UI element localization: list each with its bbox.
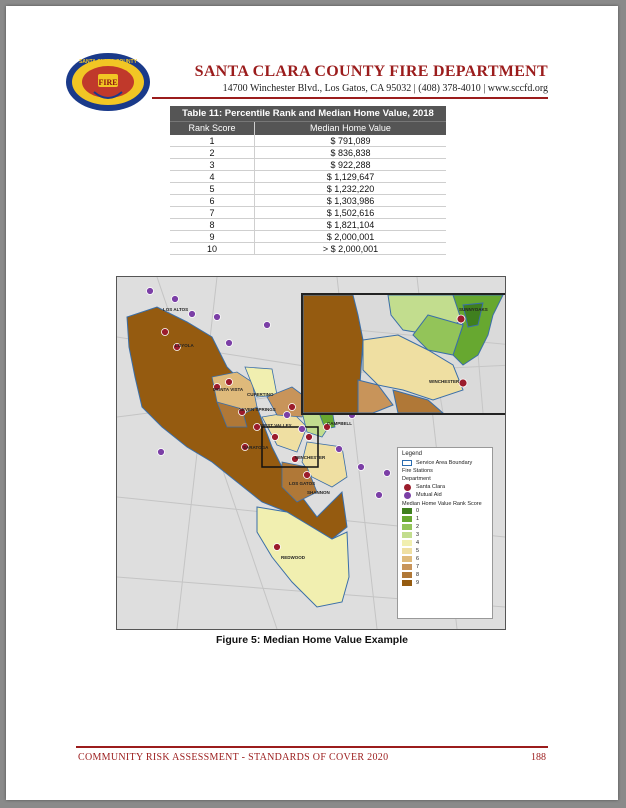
value-cell: $ 1,129,647	[255, 171, 447, 183]
value-cell: $ 922,288	[255, 159, 447, 171]
map-legend	[397, 447, 493, 619]
rank-label: 5	[416, 548, 420, 554]
boundary-swatch	[402, 460, 412, 466]
label-winchester: WINCHESTER	[295, 455, 326, 460]
table-row	[170, 147, 446, 159]
inset-map	[301, 293, 506, 415]
document-page	[6, 6, 618, 800]
inset-label-winchester: WINCHESTER	[429, 379, 460, 384]
rank-cell: 5	[170, 183, 255, 195]
rank-swatch	[402, 548, 412, 554]
label-campbell: CAMPBELL	[327, 421, 352, 426]
legend-rank-title: Median Home Value Rank Score	[402, 501, 482, 507]
median-home-value-map	[116, 276, 506, 630]
legend-rank-row	[402, 547, 488, 555]
column-header-median-home-value: Median Home Value	[255, 122, 447, 136]
rank-cell: 7	[170, 207, 255, 219]
legend-rank-row	[402, 571, 488, 579]
label-monta-vista: MONTA VISTA	[213, 387, 244, 392]
rank-cell: 8	[170, 219, 255, 231]
header-divider	[152, 97, 548, 99]
legend-rank-row	[402, 515, 488, 523]
fire-department-logo	[64, 52, 152, 112]
rank-label: 7	[416, 564, 420, 570]
rank-swatch	[402, 532, 412, 538]
rank-cell: 10	[170, 243, 255, 255]
legend-rank-row	[402, 507, 488, 515]
rank-cell: 6	[170, 195, 255, 207]
rank-label: 0	[416, 508, 420, 514]
rank-label: 2	[416, 524, 420, 530]
rank-label: 9	[416, 580, 420, 586]
footer-divider	[76, 746, 548, 748]
rank-cell: 9	[170, 231, 255, 243]
department-address: 14700 Winchester Blvd., Los Gatos, CA 95032 | (408) 378-4010 | www.sccfd.org	[222, 83, 548, 94]
rank-swatch	[402, 540, 412, 546]
label-los-altos: LOS ALTOS	[163, 307, 189, 312]
table-row	[170, 171, 446, 183]
legend-rank-row	[402, 555, 488, 563]
label-saratoga: SARATOGA	[243, 445, 269, 450]
value-cell: $ 1,232,220	[255, 183, 447, 195]
legend-rank-row	[402, 531, 488, 539]
table-row	[170, 183, 446, 195]
legend-rank-row	[402, 523, 488, 531]
rank-swatch	[402, 524, 412, 530]
table-caption: Table 11: Percentile Rank and Median Home Value, 2018	[170, 106, 446, 121]
table-row	[170, 219, 446, 231]
legend-rank-row	[402, 539, 488, 547]
table-row	[170, 231, 446, 243]
department-title: SANTA CLARA COUNTY FIRE DEPARTMENT	[194, 63, 548, 80]
rank-swatch	[402, 564, 412, 570]
table-row	[170, 135, 446, 147]
figure-caption: Figure 5: Median Home Value Example	[216, 634, 408, 646]
footer-title: COMMUNITY RISK ASSESSMENT - STANDARDS OF COVER 2020	[78, 752, 389, 763]
table-row	[170, 243, 446, 255]
legend-santa-clara-label: Santa Clara	[416, 484, 446, 490]
label-loyola: LOYOLA	[175, 343, 194, 348]
rank-cell: 1	[170, 135, 255, 147]
table-row	[170, 195, 446, 207]
inset-label-sunnyoaks: SUNNYOAKS	[459, 307, 488, 312]
median-home-value-table	[170, 106, 446, 255]
legend-rank-list	[402, 507, 488, 587]
rank-label: 6	[416, 556, 420, 562]
rank-swatch	[402, 508, 412, 514]
column-header-rank-score: Rank Score	[170, 122, 255, 136]
rank-swatch	[402, 572, 412, 578]
logo-fire-text: FIRE	[98, 78, 118, 87]
rank-cell: 4	[170, 171, 255, 183]
value-cell: $ 1,821,104	[255, 219, 447, 231]
value-cell: $ 836,838	[255, 147, 447, 159]
page-number: 188	[531, 752, 546, 763]
mutual-aid-station-icon	[403, 491, 412, 500]
rank-label: 4	[416, 540, 420, 546]
table-row	[170, 207, 446, 219]
label-los-gatos: LOS GATOS	[289, 481, 316, 486]
rank-cell: 3	[170, 159, 255, 171]
legend-title: Legend	[402, 451, 423, 457]
table-row	[170, 159, 446, 171]
label-redwood: REDWOOD	[281, 555, 305, 560]
label-seven-springs: SEVEN SPRINGS	[239, 407, 276, 412]
logo-top-text: SANTA CLARA COUNTY	[79, 59, 137, 65]
value-cell: $ 1,303,986	[255, 195, 447, 207]
rank-label: 8	[416, 572, 420, 578]
label-cupertino: CUPERTINO	[247, 392, 274, 397]
rank-swatch	[402, 556, 412, 562]
legend-boundary-label: Service Area Boundary	[416, 460, 473, 466]
label-west-valley: WEST VALLEY	[260, 423, 292, 428]
rank-swatch	[402, 516, 412, 522]
legend-mutual-aid-label: Mutual Aid	[416, 492, 442, 498]
value-cell: $ 791,089	[255, 135, 447, 147]
value-cell: $ 2,000,001	[255, 231, 447, 243]
rank-label: 1	[416, 516, 420, 522]
rank-label: 3	[416, 532, 420, 538]
legend-department-label: Department	[402, 476, 431, 482]
legend-rank-row	[402, 563, 488, 571]
label-shannon: SHANNON	[307, 490, 330, 495]
legend-rank-row	[402, 579, 488, 587]
rank-swatch	[402, 580, 412, 586]
rank-cell: 2	[170, 147, 255, 159]
value-cell: $ 1,502,616	[255, 207, 447, 219]
value-cell: > $ 2,000,001	[255, 243, 447, 255]
legend-stations-label: Fire Stations	[402, 468, 433, 474]
